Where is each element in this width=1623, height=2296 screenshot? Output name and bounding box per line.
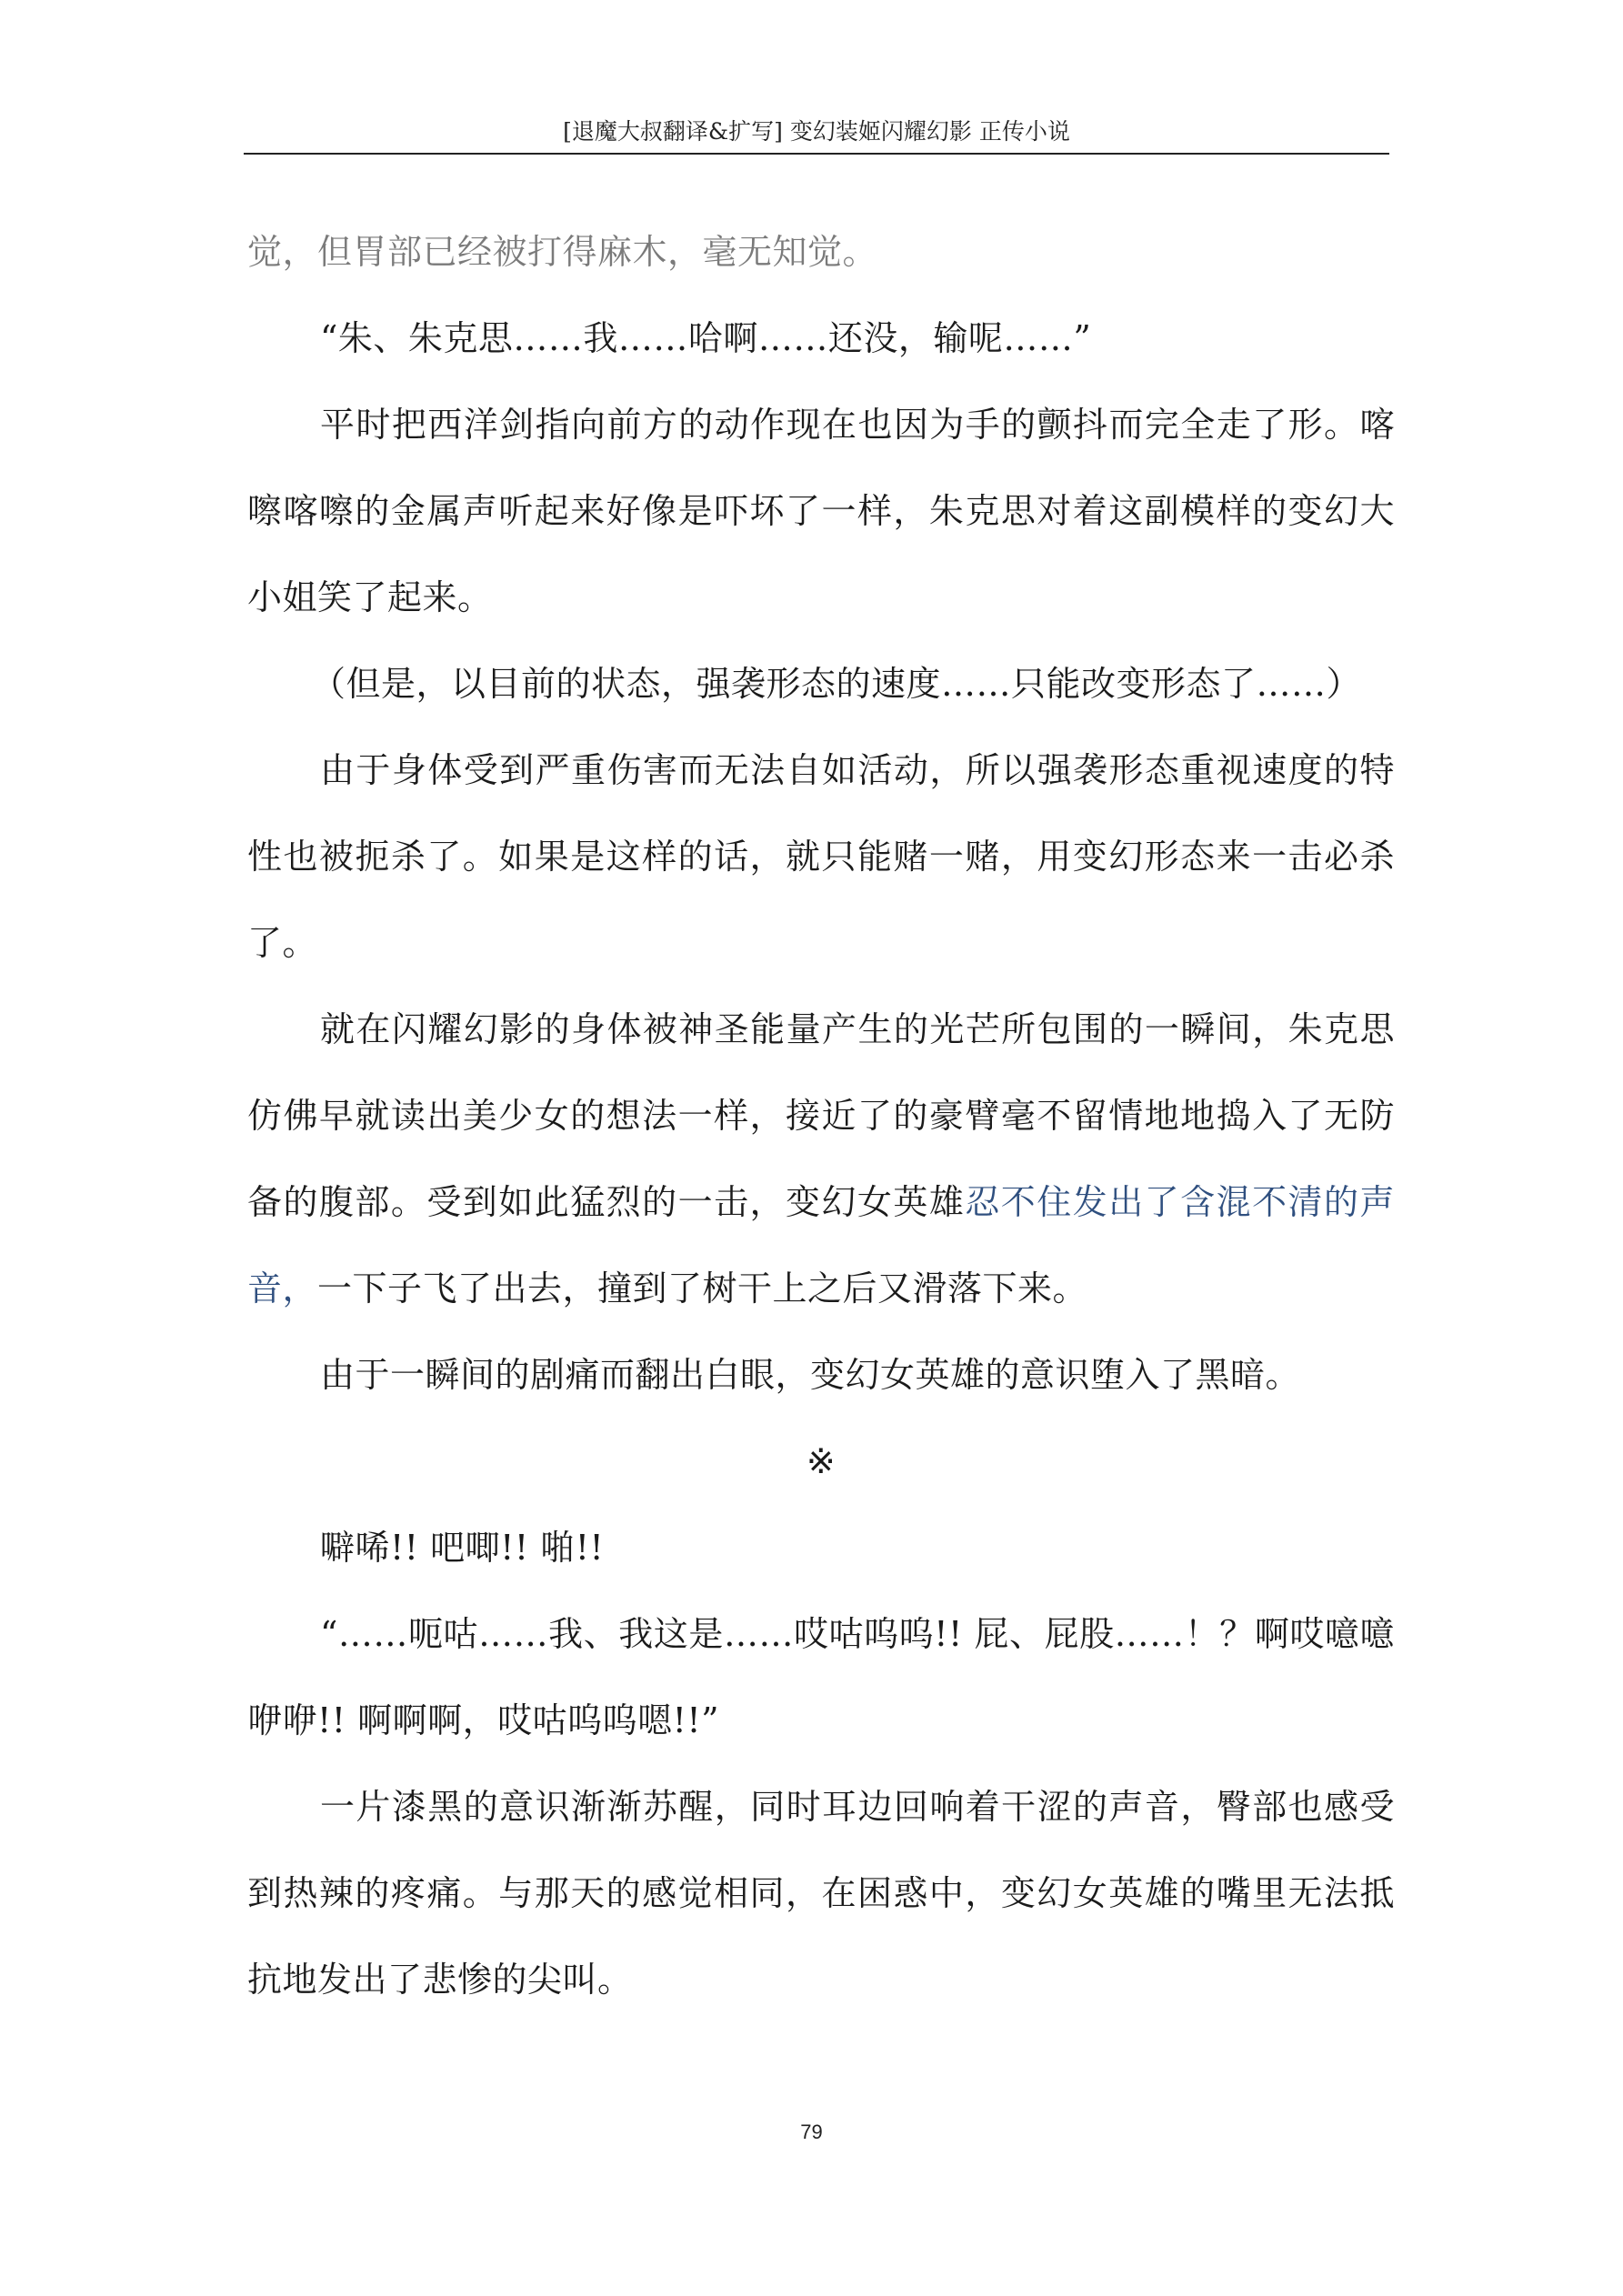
paragraph-dialogue: “……呃咕……我、我这是……哎咕呜呜!! 屁、屁股……！？啊哎噫噫咿咿!! 啊啊啊，哎咕呜呜嗯!!” <box>247 1614 1395 1740</box>
paragraph-thought: （但是，以目前的状态，强袭形态的速度……只能改变形态了……） <box>311 664 1362 704</box>
paragraph: 由于一瞬间的剧痛而翻出白眼，变幻女英雄的意识堕入了黑暗。 <box>320 1355 1301 1395</box>
paragraph-continuation: 觉，但胃部已经被打得麻木，毫无知觉。 <box>247 232 878 272</box>
highlighted-text: 忍不住发出了含混不清的声音， <box>247 1182 1395 1308</box>
running-header: [退魔大叔翻译&扩写] 变幻装姬闪耀幻影 正传小说 <box>244 111 1389 155</box>
paragraph-highlighted <box>247 987 1395 1332</box>
paragraph: 一片漆黑的意识渐渐苏醒，同时耳边回响着干涩的声音，臀部也感受到热辣的疼痛。与那天的感觉相同，在困惑中，变幻女英雄的嘴里无法抵抗地发出了悲惨的尖叫。 <box>247 1787 1395 2000</box>
paragraph-text: 一下子飞了出去，撞到了树干上之后又滑落下来。 <box>317 1268 1088 1308</box>
page-number: 79 <box>800 2121 823 2143</box>
chapter-body <box>247 209 1395 2023</box>
paragraph-dialogue: “朱、朱克思……我……哈啊……还没，输呢……” <box>320 318 1092 358</box>
paragraph-text: 就在闪耀幻影的身体被神圣能量产生的光芒所包围的一瞬间，朱克思仿佛早就读出美少女的想法一样，接近了的豪臂毫不留情地地捣入了无防备的腹部。受到如此猛烈的一击，变幻女英雄 <box>247 1009 1395 1222</box>
paragraph: 平时把西洋剑指向前方的动作现在也因为手的颤抖而完全走了形。喀嚓喀嚓的金属声听起来好像是吓坏了一样，朱克思对着这副模样的变幻大小姐笑了起来。 <box>247 405 1395 617</box>
section-break-symbol: ※ <box>806 1441 837 1481</box>
paragraph: 由于身体受到严重伤害而无法自如活动，所以强袭形态重视速度的特性也被扼杀了。如果是这样的话，就只能赌一赌，用变幻形态来一击必杀了。 <box>247 750 1395 963</box>
paragraph-sound-effect: 噼唏!! 吧唧!! 啪!! <box>320 1528 605 1568</box>
